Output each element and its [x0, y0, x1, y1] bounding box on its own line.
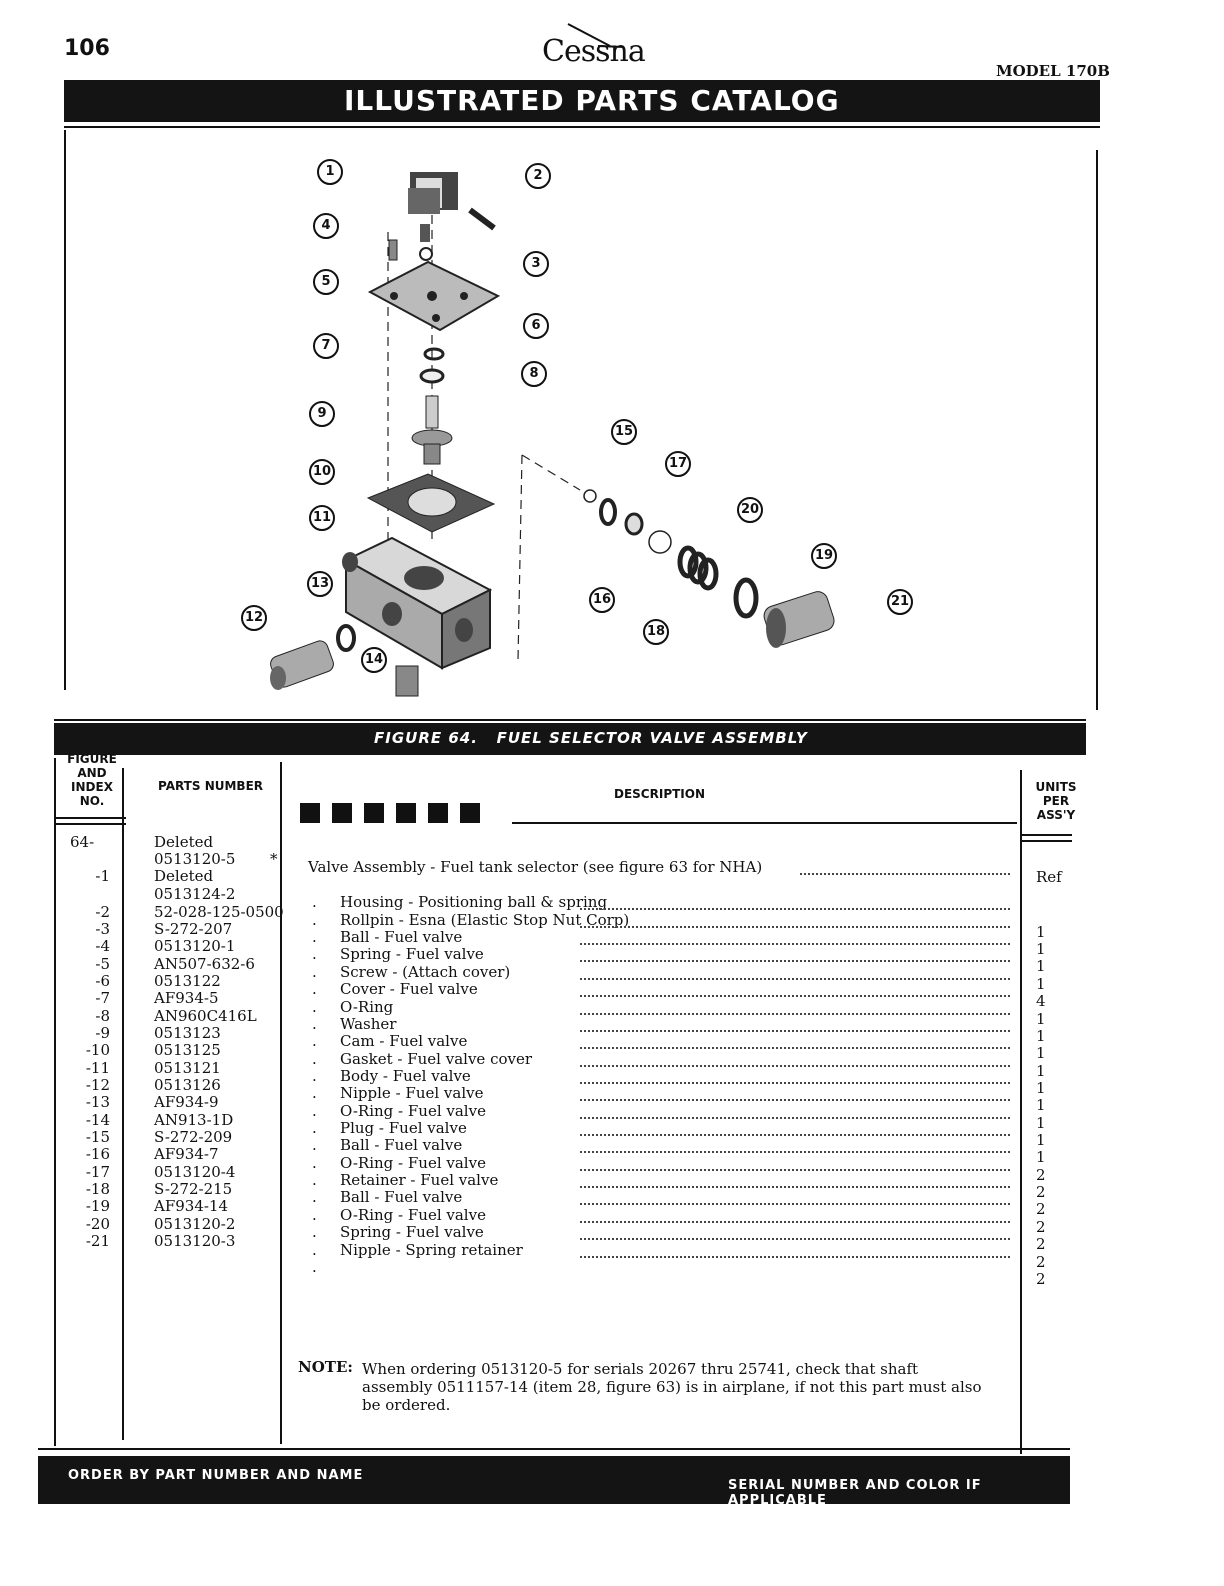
exploded-view-illustration	[0, 0, 1224, 720]
callout-17: 17	[665, 451, 691, 477]
row-bullet: .	[312, 945, 317, 963]
row-bullet: .	[312, 1067, 317, 1085]
row-index: -8	[95, 1007, 110, 1025]
callout-5: 5	[313, 269, 339, 295]
row-description: Retainer - Fuel valve	[340, 1171, 499, 1189]
row-part-number: AF934-5	[154, 989, 219, 1007]
page-number: 106	[64, 36, 110, 61]
index-header-rule-a	[56, 817, 126, 819]
callout-9: 9	[309, 401, 335, 427]
row-bullet: .	[312, 1241, 317, 1259]
row-units: 1	[1036, 1010, 1046, 1028]
dot-leader	[580, 1013, 1010, 1015]
row-units: 2	[1036, 1218, 1046, 1236]
row-units: 1	[1036, 975, 1046, 993]
row-description: Spring - Fuel valve	[340, 945, 484, 963]
row-units: 2	[1036, 1270, 1046, 1288]
model-label: MODEL 170B	[996, 62, 1110, 80]
row-bullet: .	[312, 998, 317, 1016]
footer-bar	[38, 1456, 1070, 1508]
row-units: Ref	[1036, 868, 1062, 886]
row-index: -20	[85, 1215, 110, 1233]
row-index: -2	[95, 903, 110, 921]
row-part-number: Deleted	[154, 867, 214, 885]
units-header-rule-b	[1022, 840, 1072, 842]
row-index	[70, 851, 110, 868]
row-index: -21	[85, 1232, 110, 1250]
row-units: 1	[1036, 1148, 1046, 1166]
row-index: -14	[85, 1111, 110, 1129]
row-description: Gasket - Fuel valve cover	[340, 1050, 533, 1068]
row-units: 1	[1036, 1027, 1046, 1045]
footer-right: SERIAL NUMBER AND COLOR IF APPLICABLE	[728, 1478, 982, 1508]
row-index: -6	[95, 972, 110, 990]
row-units: 1	[1036, 1131, 1046, 1149]
callout-13: 13	[307, 571, 333, 597]
row-description: Nipple - Spring retainer	[340, 1241, 523, 1259]
row-part-number: S-272-209	[154, 1128, 233, 1146]
row-description: O-Ring - Fuel valve	[340, 1102, 486, 1120]
row-index: -17	[85, 1163, 110, 1181]
row-bullet: .	[312, 1119, 317, 1137]
row-index: -1	[95, 867, 110, 885]
dot-leader	[580, 943, 1010, 945]
row-units: 1	[1036, 1044, 1046, 1062]
dot-leader	[580, 1151, 1010, 1153]
row-bullet: .	[312, 1136, 317, 1154]
note-label: NOTE:	[298, 1358, 353, 1376]
row-part-number: 0513120-4	[154, 1163, 236, 1181]
col-divider-2	[280, 762, 282, 1444]
row-part-number: AF934-7	[154, 1145, 219, 1163]
callout-21: 21	[887, 589, 913, 615]
row-description: Ball - Fuel valve	[340, 1136, 463, 1154]
row-part-number: S-272-207	[154, 920, 233, 938]
dot-leader	[580, 1203, 1010, 1205]
row-bullet: .	[312, 1032, 317, 1050]
dot-leader	[580, 1256, 1010, 1258]
row-index: -12	[85, 1076, 110, 1094]
row-index: -18	[85, 1180, 110, 1198]
figure-caption-bar	[54, 723, 1086, 755]
row-description: Plug - Fuel valve	[340, 1119, 467, 1137]
dot-leader	[580, 908, 1010, 910]
dot-leader	[580, 1238, 1010, 1240]
dot-leader	[580, 926, 1010, 928]
dot-leader	[580, 1186, 1010, 1188]
callout-16: 16	[589, 587, 615, 613]
row-part-number: 0513120-3	[154, 1232, 236, 1250]
row-part-number: AN960C416L	[154, 1007, 257, 1025]
header-description: DESCRIPTION	[614, 787, 706, 801]
callout-8: 8	[521, 361, 547, 387]
callout-11: 11	[309, 505, 335, 531]
dot-leader	[580, 1221, 1010, 1223]
row-description: Nipple - Fuel valve	[340, 1084, 484, 1102]
row-description: Rollpin - Esna (Elastic Stop Nut Corp)	[340, 911, 630, 929]
row-description: Ball - Fuel valve	[340, 928, 463, 946]
row-part-number: 0513121	[154, 1059, 221, 1077]
callout-7: 7	[313, 333, 339, 359]
row-part-number: 0513120-1	[154, 937, 236, 955]
row-index: -15	[85, 1128, 110, 1146]
footer-left: ORDER BY PART NUMBER AND NAME	[68, 1468, 364, 1483]
dot-leader	[580, 960, 1010, 962]
row-units: 4	[1036, 992, 1046, 1010]
col-divider-3	[1020, 770, 1022, 1454]
brand-name: Cessna	[542, 34, 645, 69]
row-index: -7	[95, 989, 110, 1007]
figure-caption: FIGURE 64. FUEL SELECTOR VALVE ASSEMBLY	[374, 729, 808, 747]
row-part-number: 52-028-125-0500	[154, 903, 284, 921]
heading-squares	[300, 803, 492, 827]
row-index: -5	[95, 955, 110, 973]
row-mark: *	[270, 850, 278, 868]
dot-leader	[800, 873, 1010, 875]
row-part-number: AF934-14	[154, 1197, 229, 1215]
index-header-rule-b	[56, 823, 126, 825]
row-index: -19	[85, 1197, 110, 1215]
row-index: -10	[85, 1041, 110, 1059]
callout-3: 3	[523, 251, 549, 277]
row-part-number: AN507-632-6	[154, 955, 255, 973]
row-index: -16	[85, 1145, 110, 1163]
row-part-number: AF934-9	[154, 1093, 219, 1111]
callout-4: 4	[313, 213, 339, 239]
callout-15: 15	[611, 419, 637, 445]
row-part-number: Deleted	[154, 833, 214, 851]
row-units: 1	[1036, 1079, 1046, 1097]
row-part-number: 0513126	[154, 1076, 221, 1094]
callout-18: 18	[643, 619, 669, 645]
row-units: 2	[1036, 1166, 1046, 1184]
row-description: Cover - Fuel valve	[340, 980, 478, 998]
row-index: -13	[85, 1093, 110, 1111]
callout-2: 2	[525, 163, 551, 189]
dot-leader	[580, 1117, 1010, 1119]
callout-19: 19	[811, 543, 837, 569]
header-units: UNITS PER ASS'Y	[1035, 780, 1077, 822]
row-part-number: 0513124-2	[154, 885, 236, 903]
dot-leader	[580, 978, 1010, 980]
row-index: -11	[85, 1059, 110, 1077]
row-description: Spring - Fuel valve	[340, 1223, 484, 1241]
row-index: 64-	[70, 833, 95, 851]
row-bullet: .	[312, 1188, 317, 1206]
row-index	[70, 886, 110, 903]
row-description: Screw - (Attach cover)	[340, 963, 511, 981]
dot-leader	[580, 1065, 1010, 1067]
row-description: Ball - Fuel valve	[340, 1188, 463, 1206]
row-bullet: .	[312, 893, 317, 911]
row-units: 1	[1036, 1062, 1046, 1080]
header-part-number: PARTS NUMBER	[158, 779, 263, 793]
row-part-number: AN913-1D	[154, 1111, 234, 1129]
row-description: O-Ring	[340, 998, 394, 1016]
row-bullet: .	[312, 980, 317, 998]
callout-12: 12	[241, 605, 267, 631]
row-description: O-Ring - Fuel valve	[340, 1154, 486, 1172]
row-units: 2	[1036, 1235, 1046, 1253]
units-header-rule-a	[1022, 834, 1072, 836]
row-part-number: 0513120-5	[154, 850, 236, 868]
callout-10: 10	[309, 459, 335, 485]
dot-leader	[580, 1134, 1010, 1136]
dot-leader	[580, 1047, 1010, 1049]
row-bullet: .	[312, 1223, 317, 1241]
row-part-number: 0513120-2	[154, 1215, 236, 1233]
row-index: -3	[95, 920, 110, 938]
footer-rule	[38, 1448, 1070, 1450]
row-units: 2	[1036, 1200, 1046, 1218]
dot-leader	[580, 995, 1010, 997]
callout-20: 20	[737, 497, 763, 523]
row-index: -9	[95, 1024, 110, 1042]
caption-rule-top	[54, 719, 1086, 721]
row-part-number: 0513122	[154, 972, 221, 990]
row-units: 1	[1036, 957, 1046, 975]
col-divider-1	[122, 768, 124, 1440]
row-bullet: .	[312, 963, 317, 981]
row-part-number: 0513123	[154, 1024, 221, 1042]
row-description: Body - Fuel valve	[340, 1067, 471, 1085]
callout-14: 14	[361, 647, 387, 673]
dot-leader	[580, 1099, 1010, 1101]
row-units: 1	[1036, 940, 1046, 958]
row-bullet: .	[312, 911, 317, 929]
desc-header-rule	[512, 822, 1017, 824]
row-description: Washer	[340, 1015, 397, 1033]
callout-1: 1	[317, 159, 343, 185]
row-index: -4	[95, 937, 110, 955]
row-bullet: .	[312, 1050, 317, 1068]
row-units: 2	[1036, 1183, 1046, 1201]
row-description: Cam - Fuel valve	[340, 1032, 468, 1050]
row-bullet: .	[312, 1154, 317, 1172]
row-units: 2	[1036, 1253, 1046, 1271]
callout-6: 6	[523, 313, 549, 339]
row-units: 1	[1036, 923, 1046, 941]
row-part-number: S-272-215	[154, 1180, 233, 1198]
row-bullet: .	[312, 1015, 317, 1033]
dot-leader	[580, 1030, 1010, 1032]
table-border-left	[54, 758, 56, 1446]
note-text: When ordering 0513120-5 for serials 20267 thru 25741, check that shaft assembly 0511157-14 (item 28, figure 63) is in airplane, if not this part must also be ordered.	[362, 1360, 982, 1414]
header-index: FIGURE AND INDEX NO.	[67, 752, 117, 808]
housing-part	[408, 172, 458, 214]
row-bullet: .	[312, 1102, 317, 1120]
catalog-title: ILLUSTRATED PARTS CATALOG	[344, 84, 840, 117]
dot-leader	[580, 1082, 1010, 1084]
row-description: O-Ring - Fuel valve	[340, 1206, 486, 1224]
row-bullet: .	[312, 1171, 317, 1189]
row-bullet: .	[312, 1206, 317, 1224]
row-units: 1	[1036, 1096, 1046, 1114]
row-units: 1	[1036, 1114, 1046, 1132]
row-description: Valve Assembly - Fuel tank selector (see figure 63 for NHA)	[308, 858, 763, 876]
row-part-number: 0513125	[154, 1041, 221, 1059]
dot-leader	[580, 1169, 1010, 1171]
row-description: Housing - Positioning ball & spring	[340, 893, 608, 911]
row-bullet: .	[312, 1258, 317, 1276]
row-bullet: .	[312, 928, 317, 946]
row-bullet: .	[312, 1084, 317, 1102]
